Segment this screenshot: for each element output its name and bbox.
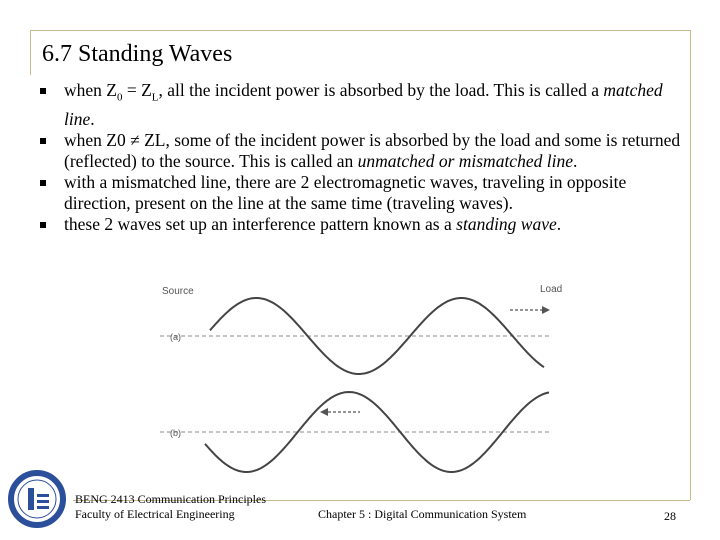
- right-arrow-icon: [510, 306, 550, 314]
- slide-title: 6.7 Standing Waves: [42, 41, 233, 67]
- university-logo-icon: [8, 470, 66, 528]
- footer-chapter: Chapter 5 : Digital Communication System: [318, 507, 527, 521]
- bullet-text: these 2 waves set up an interference pattern known as a standing wave.: [64, 213, 562, 234]
- bullet-text: with a mismatched line, there are 2 electromagnetic waves, traveling in opposite direction, present on the line at the same time (traveling waves).: [64, 171, 627, 213]
- bullet-item: [40, 130, 690, 172]
- wave-a-label: (a): [170, 332, 181, 342]
- square-bullet-icon: [40, 138, 46, 144]
- bullet-item: [40, 172, 690, 214]
- frame-right-line: [690, 30, 691, 500]
- frame-left-line: [30, 30, 31, 75]
- bullet-item: [40, 214, 690, 235]
- square-bullet-icon: [40, 88, 46, 94]
- standing-wave-figure: [150, 278, 590, 478]
- wave-b-label: (b): [170, 428, 181, 438]
- load-label: Load: [540, 284, 563, 295]
- square-bullet-icon: [40, 180, 46, 186]
- bullet-item: [40, 80, 690, 130]
- frame-top-line: [30, 30, 690, 31]
- bullet-text: when $Z_0 = Z_L$, all the incident power is absorbed by the load. This is called a matched line.: [64, 80, 663, 129]
- left-arrow-icon: [320, 408, 360, 416]
- page-number: 28: [664, 509, 676, 523]
- footer-course: BENG 2413 Communication Principles: [75, 492, 266, 506]
- bullet-text: when Z0 ≠ ZL, some of the incident power is absorbed by the load and some is returned (reflected) to the source. This is called an unmatched or mismatched line.: [64, 129, 681, 171]
- bullet-list: [40, 80, 690, 235]
- footer-faculty: Faculty of Electrical Engineering: [75, 507, 235, 521]
- square-bullet-icon: [40, 222, 46, 228]
- source-label: Source: [162, 286, 194, 297]
